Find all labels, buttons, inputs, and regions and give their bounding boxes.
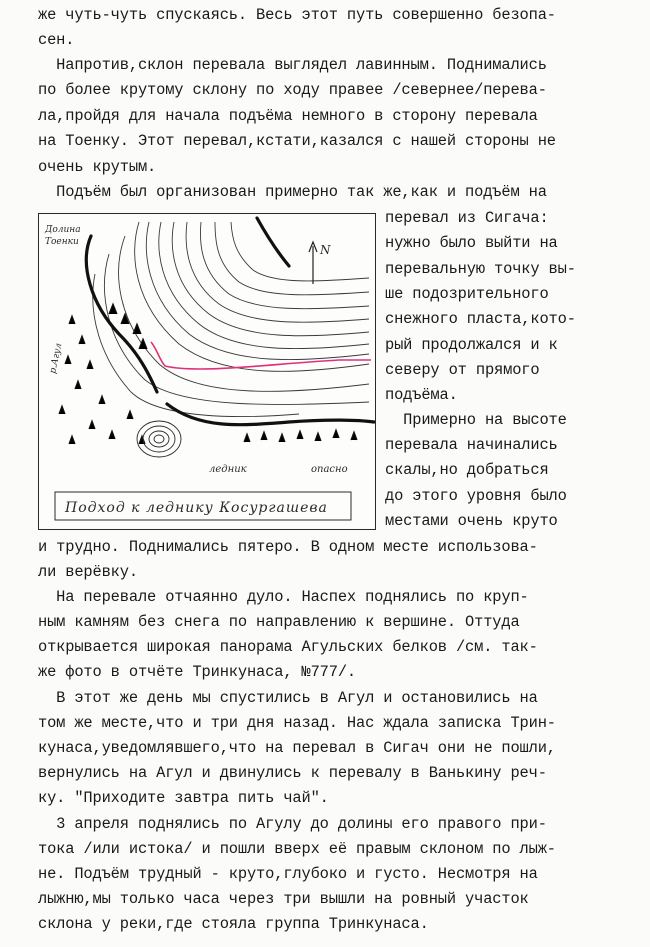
text-line: На перевале отчаянно дуло. Наспех поднялись по круп- <box>38 588 529 606</box>
text-line: ли верёвку. <box>38 563 138 581</box>
text-line: на Тоенку. Этот перевал,кстати,казался с нашей стороны не <box>38 132 556 150</box>
text-line: тока /или истока/ и пошли вверх её правым склоном по лыж- <box>38 840 556 858</box>
text-line: ку. "Приходите завтра пить чай". <box>38 789 329 807</box>
north-arrow-icon <box>309 242 331 284</box>
text-line: скалы,но добраться <box>385 461 549 479</box>
text-line: очень крутым. <box>38 158 157 176</box>
valley-label: Долина <box>45 225 81 235</box>
text-line: снежного пласта,кото- <box>385 310 576 328</box>
text-line: до этого уровня было <box>385 487 567 505</box>
text-line: Примерно на высоте <box>385 411 567 429</box>
text-line: ше подозрительного <box>385 285 549 303</box>
text-line: нужно было выйти на <box>385 234 558 252</box>
text-line: же фото в отчёте Тринкунаса, №777/. <box>38 663 357 681</box>
text-line: В этот же день мы спустились в Агул и остановились на <box>38 689 538 707</box>
text-line: рый продолжался и к <box>385 336 558 354</box>
text-line: склона у реки,где стояла группа Тринкунаса. <box>38 915 429 933</box>
valley-label-2: Тоенки <box>45 237 79 247</box>
text-line: и трудно. Поднимались пятеро. В одном месте использова- <box>38 538 538 556</box>
text-line: вернулись на Агул и двинулись к перевалу в Ванькину реч- <box>38 764 547 782</box>
glacier-label: ледник <box>209 464 247 475</box>
text-line: местами очень круто <box>385 512 558 530</box>
text-line: ла,пройдя для начала подъёма немного в сторону перевала <box>38 107 538 125</box>
text-line: перевальную точку вы- <box>385 260 576 278</box>
text-line: перевала начинались <box>385 436 558 454</box>
north-label: N <box>320 243 331 257</box>
map-drawing <box>39 214 375 529</box>
text-line: не. Подъём трудный - круто,глубоко и густо. Несмотря на <box>38 865 538 883</box>
text-line: открывается широкая панорама Агульских белков /см. так- <box>38 638 538 656</box>
text-line: кунаса,уведомлявшего,что на перевал в Сигач они не пошли, <box>38 739 556 757</box>
text-line: 3 апреля поднялись по Агулу до долины его правого при- <box>38 815 547 833</box>
map-figure <box>38 213 376 530</box>
text-line: перевал из Сигача: <box>385 209 549 227</box>
river-label: р.Агул <box>48 342 65 375</box>
text-line: Напротив,склон перевала выглядел лавинным. Поднимались <box>38 56 547 74</box>
text-line: Подъём был организован примерно так же,как и подъём на <box>38 183 547 201</box>
text-line: том же месте,что и три дня назад. Нас ждала записка Трин- <box>38 714 556 732</box>
text-line: северу от прямого <box>385 361 540 379</box>
text-line: по более крутому склону по ходу правее /севернее/перева- <box>38 81 547 99</box>
text-line: сен. <box>38 31 75 49</box>
text-line: лыжню,мы только часа через три вышли на ровный участок <box>38 890 529 908</box>
text-line: же чуть-чуть спускаясь. Весь этот путь совершенно безопа- <box>38 6 556 24</box>
route-line <box>151 342 371 369</box>
text-line: ным камням без снега по направлению к вершине. Оттуда <box>38 613 520 631</box>
text-line: подъёма. <box>385 386 458 404</box>
danger-label: опасно <box>311 464 348 475</box>
map-caption: Подход к леднику Косургашева <box>65 500 328 516</box>
